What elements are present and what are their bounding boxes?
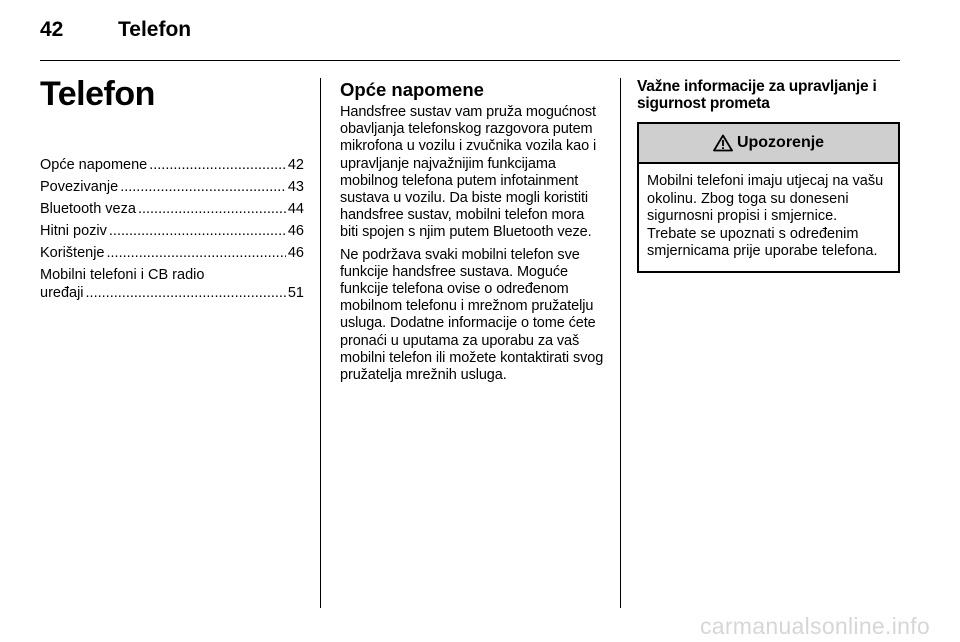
toc-leader	[120, 178, 286, 196]
toc-leader	[149, 156, 286, 174]
toc-label: Bluetooth veza	[40, 201, 136, 217]
toc-item[interactable]	[40, 222, 304, 240]
toc-item[interactable]	[40, 156, 304, 174]
header-rule	[40, 60, 900, 61]
toc-item[interactable]	[40, 244, 304, 262]
toc-label: Hitni poziv	[40, 223, 107, 239]
toc-page: 51	[287, 285, 304, 301]
toc-item[interactable]	[40, 266, 304, 302]
toc-leader	[109, 222, 286, 240]
toc-column	[40, 70, 304, 306]
body-paragraph: Ne podržava svaki mobilni telefon sve funkcije handsfree sustava. Moguće funkcije telefona ovise o određenom mobilnom telefonu i mrežnom pružatelju usluga. Dodatne informacije o tome ćete pronaći u uputama za uporabu za vaš mobilni telefon ili možete kontaktirati svog pružatelja mrežnih usluga.	[340, 246, 604, 384]
column-divider	[620, 78, 621, 608]
toc-label: Opće napomene	[40, 157, 148, 173]
toc-page: 44	[287, 201, 304, 217]
section-heading: Važne informacije za upravljanje i sigurnost prometa	[637, 78, 877, 112]
warning-text: Mobilni telefoni imaju utjecaj na vašu okolinu. Zbog toga su doneseni sigurnosni propisi i smjernice. Trebate se upoznati s određenim smjernicama prije uporabe telefona.	[647, 173, 884, 259]
warning-box	[637, 122, 900, 273]
toc-label: uređaji	[40, 285, 84, 301]
toc-label: Korištenje	[40, 245, 105, 261]
safety-section	[637, 78, 900, 273]
toc-label-line1: Mobilni telefoni i CB radio	[40, 267, 205, 283]
toc-page: 43	[287, 179, 304, 195]
toc-label: Povezivanje	[40, 179, 119, 195]
warning-header	[639, 124, 898, 164]
toc-page: 46	[287, 223, 304, 239]
toc-page: 46	[287, 245, 304, 261]
page-number: 42	[40, 18, 64, 41]
toc-leader	[106, 244, 285, 262]
table-of-contents	[40, 156, 304, 302]
toc-item[interactable]	[40, 178, 304, 196]
warning-title: Upozorenje	[736, 134, 825, 151]
column-divider	[320, 78, 321, 608]
toc-leader	[86, 284, 286, 302]
body-paragraph: Handsfree sustav vam pruža mogućnost obavljanja telefonskog razgovora putem mikrofona u vozilu i zvučnika vozila kao i upravljanje najvažnijim funkcijama mobilnog telefona putem infotainment sustava u vozilu. Da biste mogli koristiti handsfree sustav, mobilni telefon mora biti spojen s njim putem Bluetooth veze.	[340, 104, 597, 241]
section-heading: Opće napomene	[340, 79, 484, 100]
general-section	[340, 78, 606, 389]
header-section: Telefon	[118, 18, 192, 41]
page-header	[40, 18, 191, 42]
chapter-title: Telefon	[40, 75, 155, 113]
watermark: carmanualsonline.info	[699, 613, 930, 639]
toc-item[interactable]	[40, 200, 304, 218]
toc-page: 42	[287, 157, 304, 173]
toc-leader	[138, 200, 286, 218]
warning-triangle-icon	[713, 134, 733, 152]
